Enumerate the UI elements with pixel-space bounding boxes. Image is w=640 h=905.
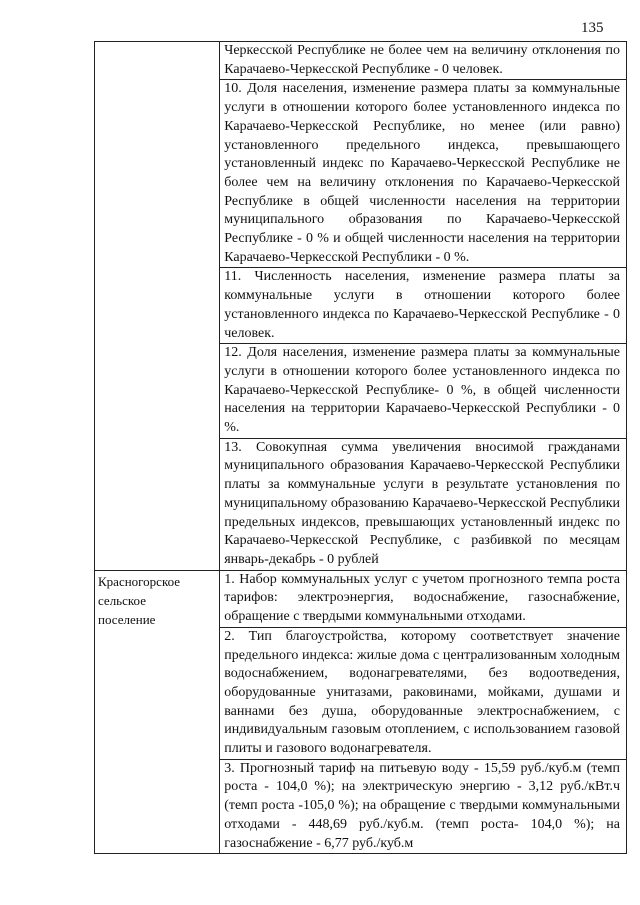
table-row — [95, 570, 627, 854]
indicator-paragraph: 10. Доля населения, изменение размера платы за коммунальные услуги в отношении которого более установленного индекса по Карачаево-Черкесской Республике, но менее (или равно) установленного предельного индекса, превышающего установленный индекс по Карачаево-Черкесской Республике не более чем на величину отклонения по Карачаево-Черкесской Республике в общей численности населения на территории муниципального образования по Карачаево-Черкесской Республике - 0 % и общей численности населения на территории Карачаево-Черкесской Республики - 0 %. — [220, 80, 626, 268]
indicator-paragraph: 1. Набор коммунальных услуг с учетом прогнозного темпа роста тарифов: электроэнергия, водоснабжение, газоснабжение, обращение с твердыми коммунальными отходами. — [220, 571, 626, 628]
indicator-paragraph: 13. Совокупная сумма увеличения вносимой гражданами муниципального образования Карачаево-Черкесской Республики платы за коммунальные услуги в результате установления по муниципальному образованию Карачаево-Черкесской Республики предельных индексов, превышающих установленный индекс по Карачаево-Черкесской Республике, с разбивкой по месяцам январь-декабрь - 0 рублей — [224, 439, 620, 567]
table-row — [95, 42, 627, 571]
municipality-name: Красногорское сельское поселение — [98, 573, 181, 627]
indicators-cell — [220, 570, 627, 854]
indicator-paragraph: 12. Доля населения, изменение размера платы за коммунальные услуги в отношении которого более установленного индекса по Карачаево-Черкесской Республике- 0 %, в общей численности населения на территории Карачаево-Черкесской Республики - 0 %. — [220, 344, 626, 439]
indicator-paragraph: 11. Численность населения, изменение размера платы за коммунальные услуги в отношении которого более установленного индекса по Карачаево-Черкесской Республике - 0 человек. — [220, 268, 626, 344]
indicator-paragraph: 3. Прогнозный тариф на питьевую воду - 15,59 руб./куб.м (темп роста - 104,0 %); на электрическую энергию - 3,12 руб./кВт.ч (темп роста -105,0 %); на обращение с твердыми коммунальными отходами - 448,69 руб./куб.м. (темп роста- 104,0 %); на газоснабжение - 6,77 руб./куб.м — [224, 760, 620, 851]
municipality-cell — [95, 42, 220, 571]
indicator-paragraph: Черкесской Республике не более чем на величину отклонения по Карачаево-Черкесской Республике - 0 человек. — [220, 42, 626, 80]
municipality-name — [95, 42, 219, 43]
page-number: 135 — [581, 20, 604, 36]
indicator-paragraph: 2. Тип благоустройства, которому соответствует значение предельного индекса: жилые дома с централизованным холодным водоснабжением, водонагревателями, без водоотведения, оборудованные унитазами, раковинами, мойками, душами и ваннами без душа, оборудованные электроснабжением, с индивидуальным газовым отоплением, с использованием газовой плиты и газового водонагревателя. — [220, 628, 626, 760]
indicators-cell — [220, 42, 627, 571]
municipality-cell — [95, 570, 220, 854]
indicator-table — [94, 41, 627, 854]
